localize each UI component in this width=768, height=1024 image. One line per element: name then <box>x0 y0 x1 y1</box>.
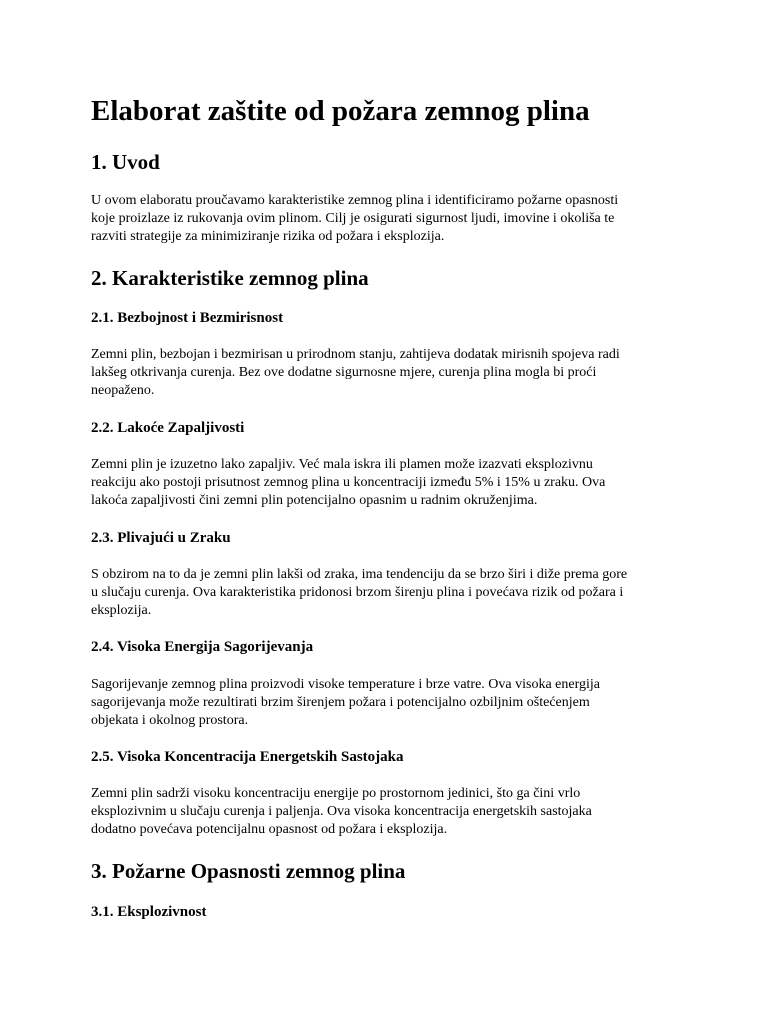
paragraph-2-5 <box>91 785 592 839</box>
text-line: dodatno povećava potencijalnu opasnost od požara i eksplozija. <box>91 822 448 837</box>
paragraph-2-1 <box>91 346 620 400</box>
section-heading-pozarne-opasnosti: 3. Požarne Opasnosti zemnog plina <box>91 859 406 883</box>
text-line: U ovom elaboratu proučavamo karakteristike zemnog plina i identificiramo požarne opasnosti <box>91 193 619 208</box>
subsection-heading-2-2: 2.2. Lakoće Zapaljivosti <box>91 420 245 436</box>
text-line: sagorijevanja može rezultirati brzim širenjem požara i potencijalno ozbiljnim oštećenjem <box>91 695 590 710</box>
section-heading-karakteristike: 2. Karakteristike zemnog plina <box>91 266 369 290</box>
subsection-heading-2-5: 2.5. Visoka Koncentracija Energetskih Sastojaka <box>91 749 404 765</box>
text-line: razviti strategije za minimiziranje rizika od požara i eksplozija. <box>91 229 445 244</box>
text-line: Zemni plin je izuzetno lako zapaljiv. Već mala iskra ili plamen može izazvati eksplozivnu <box>91 457 593 472</box>
paragraph-uvod <box>91 192 618 246</box>
text-line: S obzirom na to da je zemni plin lakši od zraka, ima tendenciju da se brzo širi i diže prema gore <box>91 567 628 582</box>
paragraph-2-4 <box>91 676 600 730</box>
paragraph-2-2 <box>91 456 605 510</box>
subsection-heading-3-1: 3.1. Eksplozivnost <box>91 904 207 920</box>
text-line: lakšeg otkrivanja curenja. Bez ove dodatne sigurnosne mjere, curenja plina mogla bi proći <box>91 365 597 380</box>
text-line: eksplozija. <box>91 603 152 618</box>
text-line: Zemni plin, bezbojan i bezmirisan u prirodnom stanju, zahtijeva dodatak mirisnih spojeva radi <box>91 347 620 362</box>
subsection-heading-2-3: 2.3. Plivajući u Zraku <box>91 530 231 546</box>
section-heading-uvod: 1. Uvod <box>91 150 160 174</box>
document-title: Elaborat zaštite od požara zemnog plina <box>91 95 590 127</box>
subsection-heading-2-4: 2.4. Visoka Energija Sagorijevanja <box>91 639 314 655</box>
paragraph-2-3 <box>91 566 627 620</box>
text-line: koje proizlaze iz rukovanja ovim plinom. Cilj je osigurati sigurnost ljudi, imovine i okoliša te <box>91 211 615 226</box>
text-line: eksplozivnim u slučaju curenja i paljenja. Ova visoka koncentracija energetskih sastojaka <box>91 804 592 819</box>
text-line: u slučaju curenja. Ova karakteristika pridonosi brzom širenju plina i povećava rizik od požara i <box>91 585 624 600</box>
text-line: Zemni plin sadrži visoku koncentraciju energije po prostornom jedinici, što ga čini vrlo <box>91 786 581 801</box>
text-line: objekata i okolnog prostora. <box>91 713 249 728</box>
text-line: Sagorijevanje zemnog plina proizvodi visoke temperature i brze vatre. Ova visoka energija <box>91 677 601 692</box>
text-line: reakciju ako postoji prisutnost zemnog plina u koncentraciji između 5% i 15% u zraku. Ova <box>91 475 606 490</box>
text-line: lakoća zapaljivosti čini zemni plin potencijalno opasnim u radnim okruženjima. <box>91 493 538 508</box>
subsection-heading-2-1: 2.1. Bezbojnost i Bezmirisnost <box>91 310 284 326</box>
text-line: neopaženo. <box>91 383 155 398</box>
